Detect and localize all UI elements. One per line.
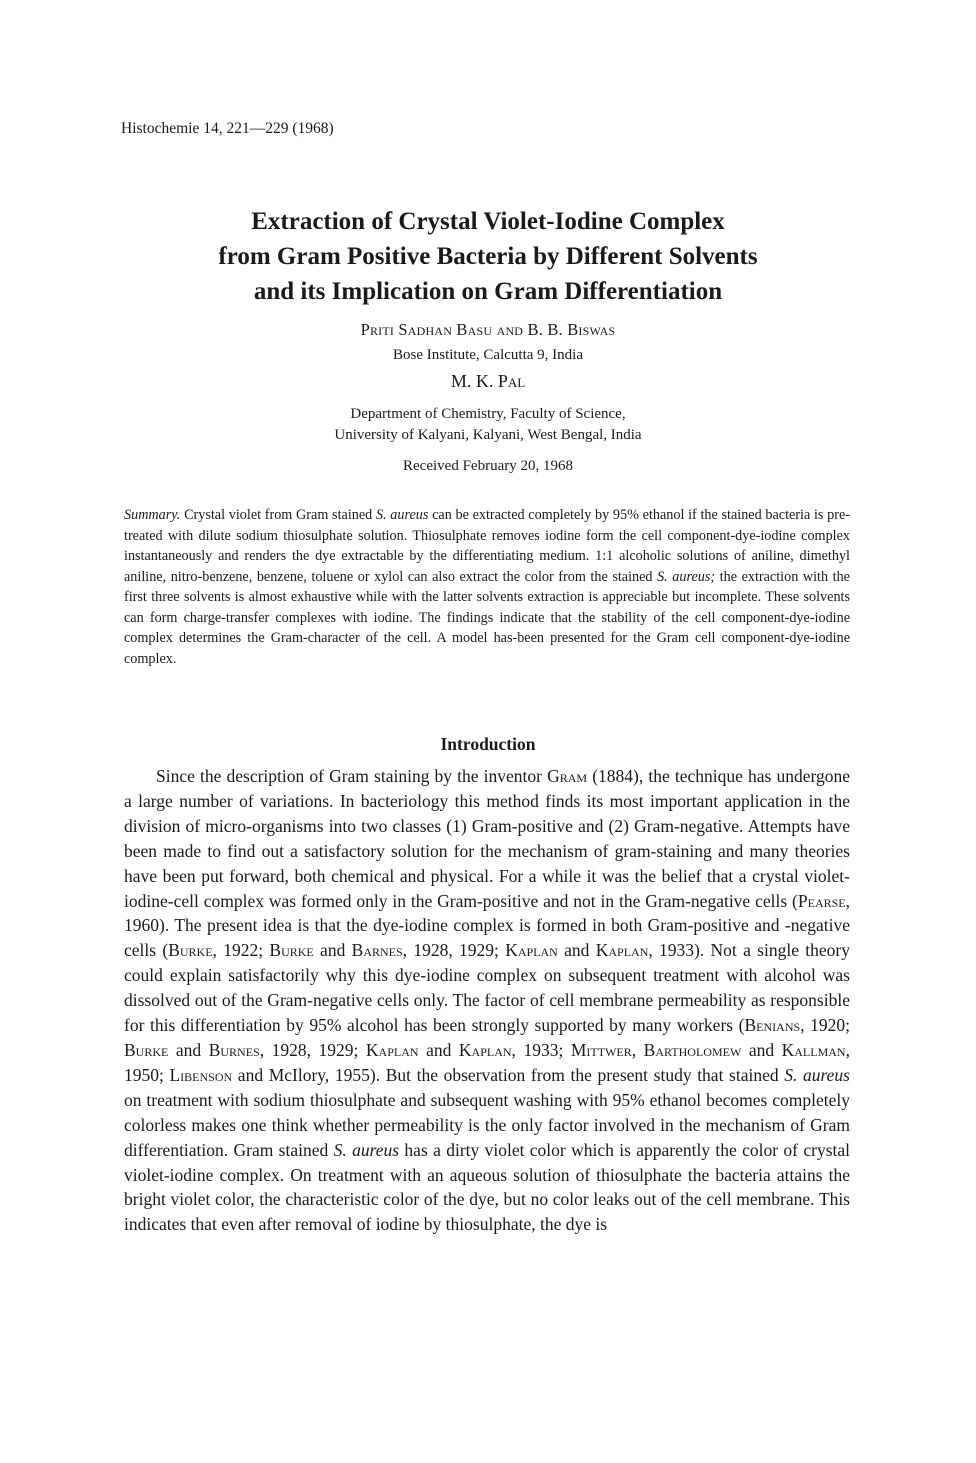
intro-text: , 1920; [800,1015,850,1036]
summary-abstract [124,505,850,669]
author-name: Mittwer [570,1039,632,1060]
author-name: Kaplan [365,1039,419,1060]
author-name: Kaplan [505,940,558,961]
received-date: Received February 20, 1968 [403,458,573,474]
intro-text: and [418,1039,459,1060]
authors-group-1: Priti Sadhan Basu and B. B. Biswas [360,320,616,339]
intro-text: , 1928, 1929; [402,940,506,961]
organism-name: S. aureus [333,1139,400,1160]
authors-group-2: M. K. Pal [450,371,526,391]
intro-text: , 1950; [124,1039,850,1085]
affiliation-2-line-1: Department of Chemistry, Faculty of Science, [350,406,626,422]
paper-title [110,204,866,309]
intro-text: , 1922; [212,940,270,961]
affiliation-2-line-2: University of Kalyani, Kalyani, West Bengal, India [334,427,642,443]
author-name: Burke [124,1039,169,1060]
intro-text: has a dirty violet color which is apparently the color of crystal violet-iodine complex. On treatment with an aqueous solution of thiosulphate the bacteria attains the bright violet color, the characteristic color of the dye, but no color leaks out of the cell membrane. This indicates that even after removal of iodine by thiosulphate, the dye is [124,1139,851,1235]
intro-text: , [631,1039,644,1060]
intro-text: , 1933). Not a single theory could explain satisfactorily why this dye-iodine complex on subsequent treatment with alcohol was dissolved out of the Gram-negative cells only. The factor of cell membrane permeability as responsible for this differentiation by 95% alcohol has been strongly supported by many workers ( [124,940,850,1036]
affiliation-2 [110,404,866,446]
author-name: Gram [547,766,588,786]
author-name: Kaplan [595,940,649,961]
author-name: Pearse [797,890,846,911]
author-name: Burke [269,940,314,961]
affiliation-1: Bose Institute, Calcutta 9, India [393,347,583,363]
intro-text: , 1928, 1929; [259,1039,366,1060]
summary-text-2: can be extracted completely by 95% ethanol if the stained bacteria is pre-treated with dilute sodium thiosulphate solution. Thiosulphate removes iodine form the cell component-dye-iodine complex instantaneously and renders the dye extractable by the differentiating medium. 1:1 alcoholic solutions of aniline, dimethyl aniline, nitro-benzene, benzene, toluene or xylol can also extract the color from the stained [124,507,850,585]
author-name: Libenson [169,1064,233,1085]
summary-lead: Summary. [124,507,181,523]
section-heading-introduction: Introduction [440,734,536,754]
intro-text: and [741,1039,782,1060]
summary-organism-1: S. aureus [375,507,429,523]
introduction-paragraph [124,764,850,1237]
title-line-3: and its Implication on Gram Differentiation [253,278,723,305]
intro-text: and [557,940,596,961]
intro-text: (1884), the technique has undergone a large number of variations. In bacteriology this method finds its most important application in the division of micro-organisms into two classes (1) Gram-positive and (2) Gram-negative. Attempts have been made to find out a satisfactory solution for the mechanism of gram-staining and many theories have been put forward, both chemical and physical. For a while it was the belief that a crystal violet-iodine-cell complex was formed only in the Gram-positive and not in the Gram-negative cells ( [124,766,850,911]
summary-text-1: Crystal violet from Gram stained [180,507,376,523]
author-name: Benians [744,1015,801,1036]
author-name: Kaplan [458,1039,512,1060]
intro-text: , 1933; [511,1039,571,1060]
title-line-1: Extraction of Crystal Violet-Iodine Complex [251,208,725,235]
title-line-2: from Gram Positive Bacteria by Different Solvents [218,243,758,270]
author-name: Burke [168,940,213,961]
summary-text-3: the extraction with the first three solvents is almost exhaustive while with the latter solvents extraction is appreciable but incomplete. These solvents can form charge-transfer complexes with iodine. The findings indicate that the stability of the cell component-dye-iodine complex determines the Gram-character of the cell. A model has-been presented for the Gram cell component-dye-iodine complex. [124,568,850,667]
intro-text: Since the description of Gram staining by the inventor [156,766,548,786]
intro-text: on treatment with sodium thiosulphate and subsequent washing with 95% ethanol becomes completely colorless makes one think whether permeability is the only factor involved in the mechanism of Gram differentiation. Gram stained [124,1089,850,1160]
summary-organism-2: S. aureus; [657,568,716,585]
intro-text: and [313,940,352,961]
author-name: Barnes [351,940,403,961]
introduction-body [124,764,850,1237]
author-name: Kallman [781,1039,846,1060]
intro-text: , 1960). The present idea is that the dye-iodine complex is formed in both Gram-positive and -negative cells ( [124,890,850,961]
intro-text: and McIlory, 1955). But the observation from the present study that stained [232,1064,785,1085]
author-name: Bartholomew [643,1039,742,1060]
journal-reference: Histochemie 14, 221—229 (1968) [121,120,334,137]
intro-text: and [168,1039,209,1060]
author-name: Burnes [208,1039,260,1060]
organism-name: S. aureus [784,1064,850,1085]
